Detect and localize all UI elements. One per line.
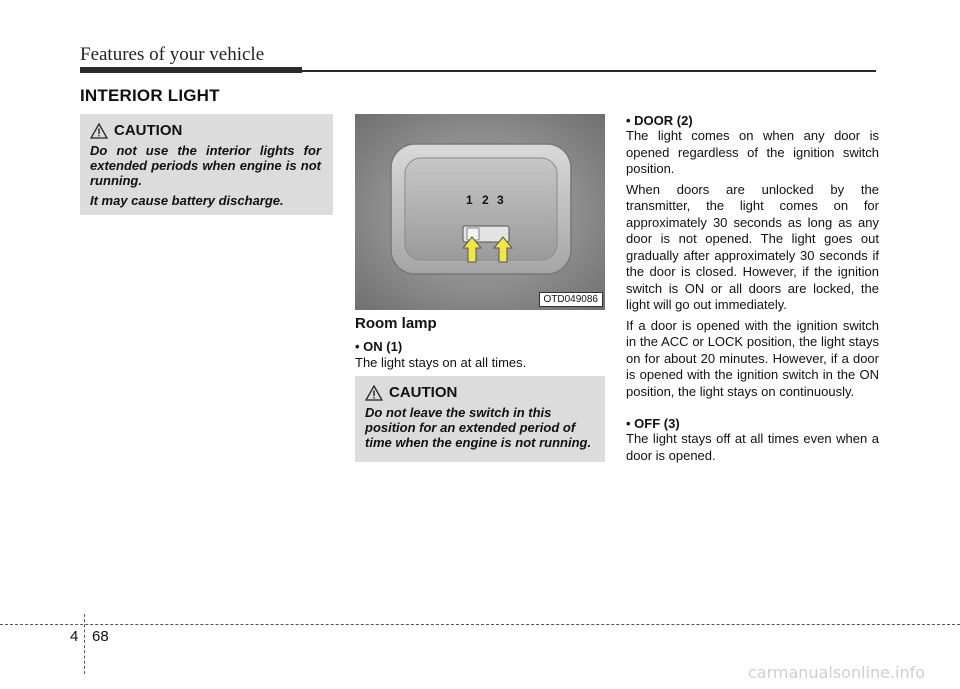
photo-code: OTD049086 — [539, 292, 603, 307]
door-paragraph: The light comes on when any door is opened regardless of the ignition switch position. — [626, 128, 879, 176]
footer-rule — [0, 624, 960, 625]
door-paragraph: When doors are unlocked by the transmitter, the light comes on for approximately 30 seconds as long as any door is not opened. The light goes out gradually after approximately 30 seconds if the door is closed. However, if the ignition switch is ON or all doors are locked, the light will go out immediately. — [626, 181, 879, 312]
section-title: INTERIOR LIGHT — [80, 86, 220, 105]
caution-box-switch — [355, 376, 605, 462]
page-number: 68 — [92, 628, 109, 645]
caution-header — [365, 384, 595, 401]
caution-label: CAUTION — [114, 122, 183, 139]
footer-divider — [84, 614, 85, 674]
right-column — [626, 113, 879, 468]
lamp-lens — [405, 158, 557, 260]
switch-label-3: 3 — [497, 193, 504, 207]
caution-text: Do not leave the switch in this position for an extended period of time when the engine is not running. — [365, 405, 592, 450]
door-bullet: • DOOR (2) — [626, 113, 693, 128]
on-description: The light stays on at all times. — [355, 355, 527, 370]
header-rule — [302, 70, 876, 72]
caution-box-battery — [80, 114, 333, 215]
caution-header — [90, 122, 321, 139]
header-title: Features of your vehicle — [80, 44, 265, 65]
switch-label-1: 1 — [466, 193, 473, 207]
switch-label-2: 2 — [482, 193, 489, 207]
section-number: 4 — [70, 628, 79, 645]
room-lamp-illustration — [355, 114, 605, 310]
warning-triangle-icon — [90, 123, 108, 139]
caution-line: Do not use the interior lights for extended periods when engine is not running. — [90, 143, 321, 188]
door-paragraph: If a door is opened with the ignition switch in the ACC or LOCK position, the light stays on for about 20 minutes. However, if a door is opened with the ignition switch in the ON position, the light stays on continuously. — [626, 317, 879, 399]
room-lamp-photo — [355, 114, 605, 310]
watermark: carmanualsonline.info — [748, 663, 926, 682]
on-bullet: • ON (1) — [355, 339, 403, 354]
caution-text — [90, 143, 321, 208]
caution-label: CAUTION — [389, 384, 458, 401]
off-description: The light stays off at all times even when a door is opened. — [626, 431, 879, 463]
off-bullet: • OFF (3) — [626, 416, 680, 431]
header-bar — [80, 67, 302, 73]
warning-triangle-icon — [365, 385, 383, 401]
room-lamp-heading: Room lamp — [355, 315, 437, 332]
caution-line: It may cause battery discharge. — [90, 193, 284, 208]
